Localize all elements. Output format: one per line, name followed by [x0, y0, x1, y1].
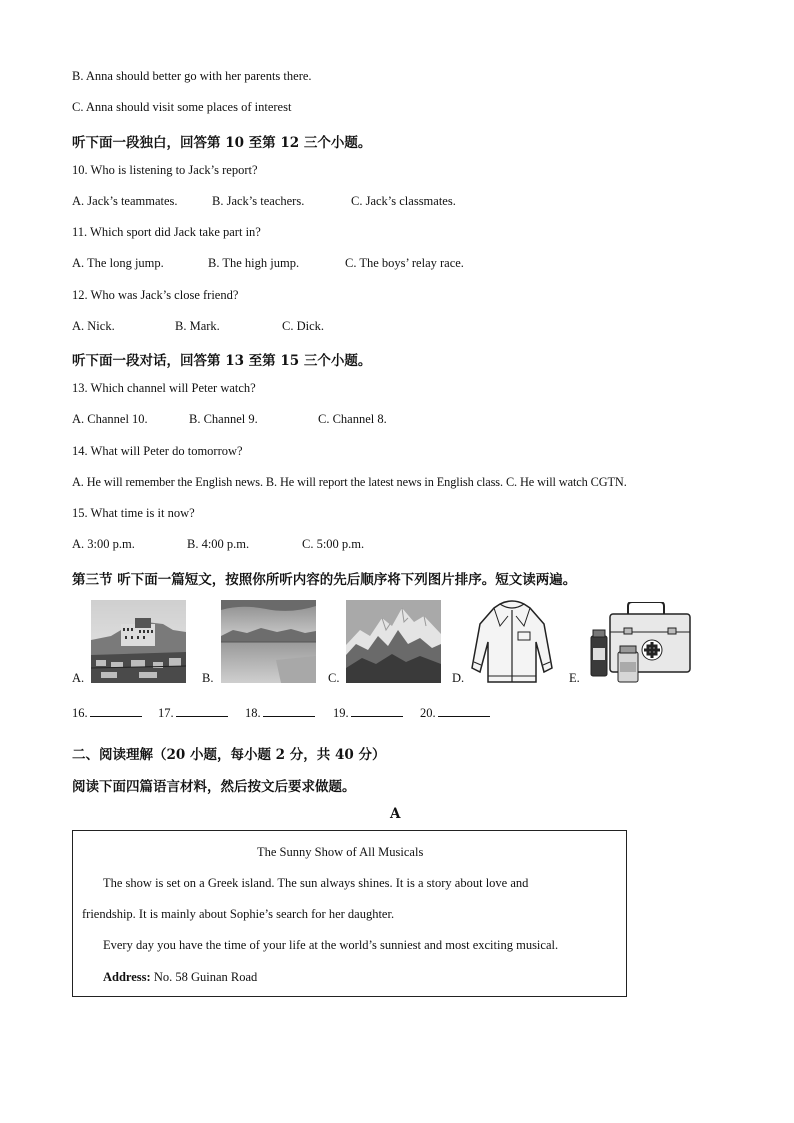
medicine-kit-drawing-icon — [588, 602, 692, 684]
passage-letter: A — [390, 806, 401, 822]
lake-photo-icon — [221, 600, 316, 683]
q14-stem: 14. What will Peter do tomorrow? — [72, 444, 243, 458]
reading-section-heading: 二、阅读理解（20 小题，每小题 2 分，共 40 分） — [72, 747, 386, 763]
blank-number: 17. — [158, 706, 174, 720]
ad-address — [103, 970, 257, 985]
q15-option-b: B. 4:00 p.m. — [187, 537, 250, 551]
q12-option-c: C. Dick. — [282, 319, 325, 333]
q11-option-c: C. The boys’ relay race. — [345, 256, 464, 270]
ad-title: The Sunny Show of All Musicals — [257, 845, 424, 859]
q14-options: A. He will remember the English news. B. He will report the latest news in English class. C. He will watch CGTN. — [72, 475, 627, 489]
answer-blank-17[interactable] — [158, 704, 228, 721]
q11-stem: 11. Which sport did Jack take part in? — [72, 225, 261, 239]
section-monologue-heading: 听下面一段独白，回答第 10 至第 12 三个小题。 — [72, 135, 372, 151]
passage-a-box — [72, 830, 627, 997]
section3-heading: 第三节 听下面一篇短文，按照你所听内容的先后顺序将下列图片排序。短文读两遍。 — [72, 572, 577, 588]
blank-number: 18. — [245, 706, 261, 720]
q15-option-a: A. 3:00 p.m. — [72, 537, 135, 551]
mountain-photo-icon — [346, 600, 441, 683]
q13-option-c: C. Channel 8. — [318, 412, 387, 426]
picture-d-label: D. — [452, 671, 465, 685]
q9-option-b: B. Anna should better go with her parents there. — [72, 69, 312, 83]
picture-b-label: B. — [202, 671, 214, 685]
blank-number: 16. — [72, 706, 88, 720]
q10-option-c: C. Jack’s classmates. — [351, 194, 456, 208]
answer-blank-19[interactable] — [333, 704, 403, 721]
ad-paragraph2: Every day you have the time of your life at the world’s sunniest and most exciting musical. — [103, 938, 559, 952]
q10-option-b: B. Jack’s teachers. — [212, 194, 305, 208]
address-value: No. 58 Guinan Road — [150, 970, 258, 984]
q9-option-c: C. Anna should visit some places of interest — [72, 100, 292, 114]
q11-option-a: A. The long jump. — [72, 256, 164, 270]
q10-stem: 10. Who is listening to Jack’s report? — [72, 163, 258, 177]
q13-stem: 13. Which channel will Peter watch? — [72, 381, 256, 395]
section-dialogue-heading: 听下面一段对话，回答第 13 至第 15 三个小题。 — [72, 353, 372, 369]
q11-option-b: B. The high jump. — [208, 256, 300, 270]
blank-number: 20. — [420, 706, 436, 720]
q12-stem: 12. Who was Jack’s close friend? — [72, 288, 239, 302]
q15-stem: 15. What time is it now? — [72, 506, 195, 520]
palace-photo-icon — [91, 600, 186, 683]
q13-option-b: B. Channel 9. — [189, 412, 258, 426]
q12-option-b: B. Mark. — [175, 319, 220, 333]
answer-blank-20[interactable] — [420, 704, 490, 721]
ad-paragraph1-line2: friendship. It is mainly about Sophie’s search for her daughter. — [82, 907, 395, 921]
q15-option-c: C. 5:00 p.m. — [302, 537, 365, 551]
address-label: Address: — [103, 970, 151, 984]
answer-blank-16[interactable] — [72, 704, 142, 721]
reading-instruction: 阅读下面四篇语言材料，然后按文后要求做题。 — [72, 779, 356, 795]
picture-e-label: E. — [569, 671, 580, 685]
picture-a-label: A. — [72, 671, 85, 685]
answer-blank-18[interactable] — [245, 704, 315, 721]
ad-paragraph1-line1: The show is set on a Greek island. The sun always shines. It is a story about love and — [103, 876, 529, 890]
picture-c-label: C. — [328, 671, 340, 685]
blank-number: 19. — [333, 706, 349, 720]
q13-option-a: A. Channel 10. — [72, 412, 148, 426]
q12-option-a: A. Nick. — [72, 319, 115, 333]
q10-option-a: A. Jack’s teammates. — [72, 194, 178, 208]
jacket-drawing-icon — [470, 598, 554, 686]
